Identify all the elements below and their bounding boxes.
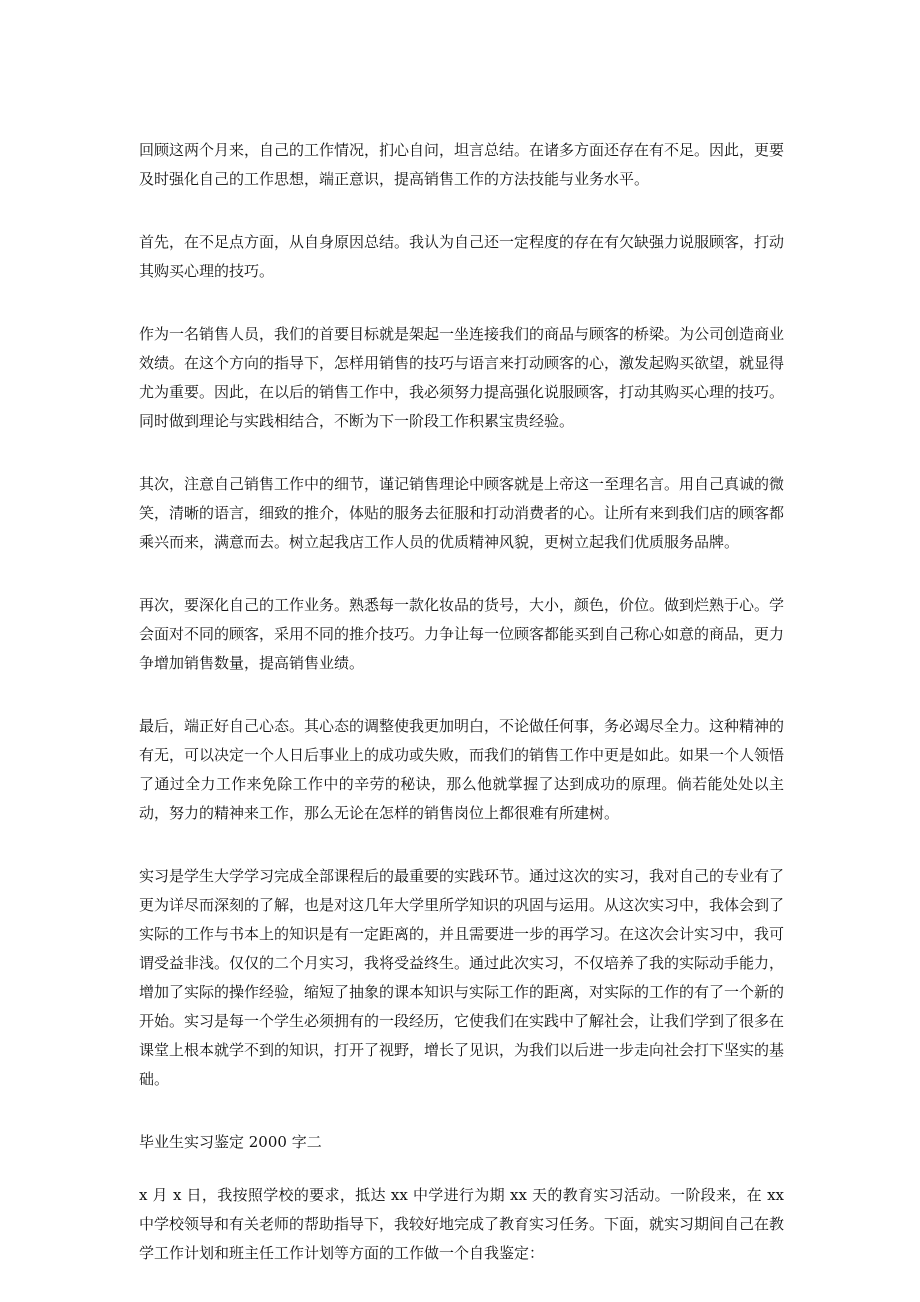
section-heading: 毕业生实习鉴定 2000 字二 bbox=[139, 1133, 322, 1151]
paragraph-last-point: 最后，端正好自己心态。其心态的调整使我更加明白，不论做任何事，务必竭尽全力。这种精神的有无，可以决定一个人日后事业上的成功或失败，而我们的销售工作中更是如此。如果一个人领悟了通过全力工作来免除工作中的辛劳的秘诀，那么他就掌握了达到成功的原理。倘若能处处以主动，努力的精神来工作，那么无论在怎样的销售岗位上都很难有所建树。 bbox=[139, 717, 785, 822]
paragraph-first-point: 首先，在不足点方面，从自身原因总结。我认为自己还一定程度的存在有欠缺强力说服顾客，打动其购买心理的技巧。 bbox=[139, 233, 785, 280]
paragraph-sales-goal: 作为一名销售人员，我们的首要目标就是架起一坐连接我们的商品与顾客的桥梁。为公司创造商业效绩。在这个方向的指导下，怎样用销售的技巧与语言来打动顾客的心，激发起购买欲望，就显得尤为重要。因此，在以后的销售工作中，我必须努力提高强化说服顾客，打动其购买心理的技巧。同时做到理论与实践相结合，不断为下一阶段工作积累宝贵经验。 bbox=[139, 325, 785, 430]
paragraph-review: 回顾这两个月来，自己的工作情况，扪心自问，坦言总结。在诸多方面还存在有不足。因此，更要及时强化自己的工作思想，端正意识，提高销售工作的方法技能与业务水平。 bbox=[139, 141, 785, 188]
paragraph-teaching-internship: x 月 x 日，我按照学校的要求，抵达 xx 中学进行为期 xx 天的教育实习活动。一阶段来，在 xx 中学校领导和有关老师的帮助指导下，我较好地完成了教育实习任务。下面，就实习期间自己在教学工作计划和班主任工作计划等方面的工作做一个自我鉴定： bbox=[139, 1186, 785, 1262]
document-body bbox=[139, 136, 784, 1302]
paragraph-third-point: 再次，要深化自己的工作业务。熟悉每一款化妆品的货号，大小，颜色，价位。做到烂熟于心。学会面对不同的顾客，采用不同的推介技巧。力争让每一位顾客都能买到自己称心如意的商品，更力争增加销售数量，提高销售业绩。 bbox=[139, 596, 785, 672]
paragraph-second-point: 其次，注意自己销售工作中的细节，谨记销售理论中顾客就是上帝这一至理名言。用自己真诚的微笑，清晰的语言，细致的推介，体贴的服务去征服和打动消费者的心。让所有来到我们店的顾客都乘兴而来，满意而去。树立起我店工作人员的优质精神风貌，更树立起我们优质服务品牌。 bbox=[139, 475, 785, 551]
paragraph-internship-summary: 实习是学生大学学习完成全部课程后的最重要的实践环节。通过这次的实习，我对自己的专业有了更为详尽而深刻的了解，也是对这几年大学里所学知识的巩固与运用。从这次实习中，我体会到了实际的工作与书本上的知识是有一定距离的，并且需要进一步的再学习。在这次会计实习中，我可谓受益非浅。仅仅的二个月实习，我将受益终生。通过此次实习，不仅培养了我的实际动手能力，增加了实际的操作经验，缩短了抽象的课本知识与实际工作的距离，对实际的工作的有了一个新的开始。实习是每一个学生必须拥有的一段经历，它使我们在实践中了解社会，让我们学到了很多在课堂上根本就学不到的知识，打开了视野，增长了见识，为我们以后进一步走向社会打下坚实的基础。 bbox=[139, 867, 785, 1088]
